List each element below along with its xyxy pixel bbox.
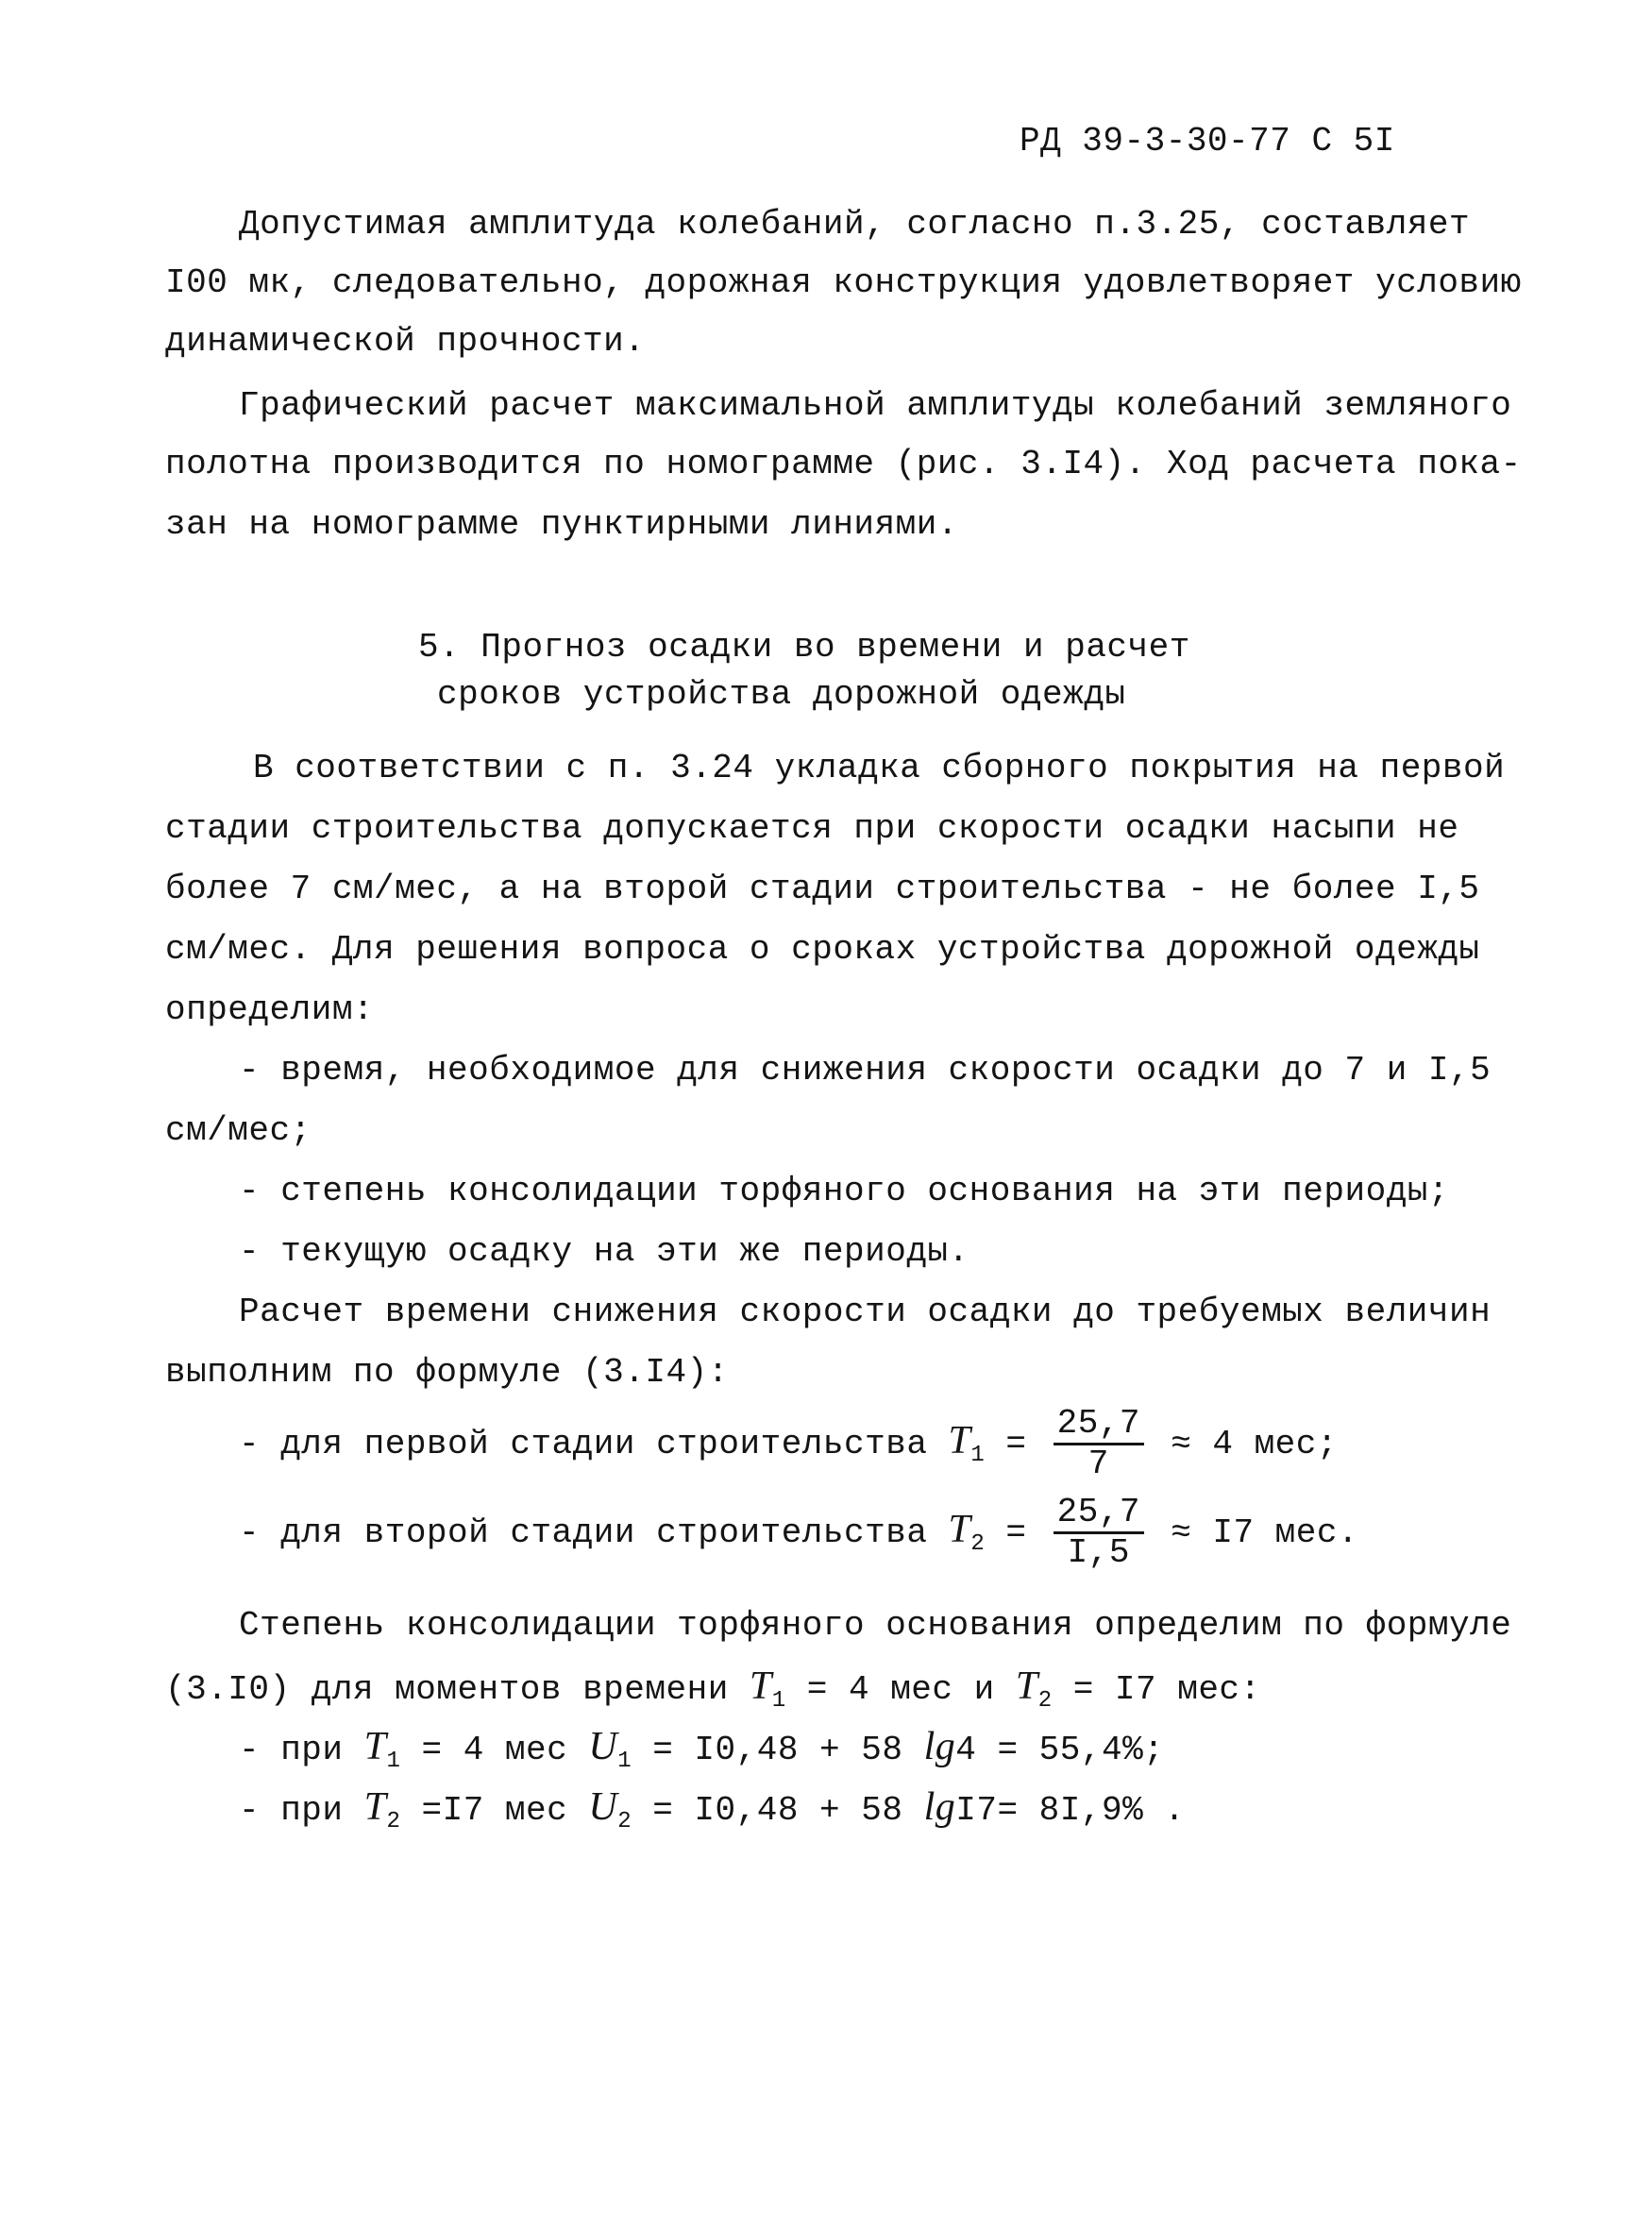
- formula-2-numerator: 25,7: [1054, 1494, 1144, 1534]
- formula-3-result: 4 = 55,4%;: [955, 1731, 1165, 1769]
- formula-4: [239, 1786, 1185, 1843]
- formula-3-u-subscript: 1: [617, 1749, 632, 1774]
- formula-2-denominator: I,5: [1067, 1533, 1130, 1572]
- formula-1: [239, 1405, 1338, 1483]
- formula-4-t-subscript: 2: [386, 1809, 401, 1834]
- formula-2-approx: ≈: [1171, 1513, 1192, 1553]
- formula-1-prefix: - для первой стадии строительства: [239, 1425, 928, 1464]
- paragraph-3-line-1: В соответствии с п. 3.24 укладка сборного покрытия на первой: [253, 749, 1506, 787]
- paragraph-3-line-4: см/мес. Для решения вопроса о сроках устройства дорожной одежды: [165, 930, 1480, 969]
- formula-3-lg: lg: [923, 1725, 956, 1768]
- formula-2-prefix: - для второй стадии строительства: [239, 1513, 928, 1553]
- paragraph-3-line-5: определим:: [165, 990, 375, 1029]
- paragraph-5-t1-value: = 4 мес и: [806, 1670, 995, 1709]
- formula-1-result: 4 мес;: [1212, 1425, 1338, 1464]
- formula-2-equals: =: [1005, 1513, 1027, 1553]
- formula-1-equals: =: [1005, 1425, 1027, 1464]
- paragraph-5-t2-variable: T: [1015, 1665, 1038, 1708]
- list-item-1-line-2: см/мес;: [165, 1111, 312, 1150]
- formula-4-t-value: =I7 мес: [421, 1791, 568, 1830]
- paragraph-1-line-3: динамической прочности.: [165, 322, 646, 361]
- paragraph-5-t2-subscript: 2: [1037, 1688, 1053, 1714]
- paragraph-4-line-1: Расчет времени снижения скорости осадки до требуемых величин: [239, 1293, 1492, 1331]
- list-item-2: - степень консолидации торфяного основания на эти периоды;: [239, 1172, 1450, 1210]
- paragraph-5-prefix: (3.I0) для моментов времени: [165, 1670, 729, 1709]
- section-title-line-2: сроков устройства дорожной одежды: [437, 675, 1126, 714]
- formula-2-fraction: [1054, 1494, 1144, 1572]
- list-item-1-line-1: - время, необходимое для снижения скорости осадки до 7 и I,5: [239, 1051, 1492, 1090]
- formula-4-u-subscript: 2: [617, 1809, 632, 1834]
- paragraph-1-line-1: Допустимая амплитуда колебаний, согласно п.3.25, составляет: [239, 205, 1471, 244]
- formula-4-u-variable: U: [588, 1785, 618, 1829]
- paragraph-1-line-2: I00 мк, следовательно, дорожная конструкция удовлетворяет условию: [165, 263, 1522, 302]
- list-item-3: - текущую осадку на эти же периоды.: [239, 1232, 969, 1271]
- formula-4-prefix: - при: [239, 1791, 344, 1830]
- formula-2-subscript: 2: [970, 1531, 986, 1558]
- formula-3-t-subscript: 1: [386, 1749, 401, 1774]
- formula-3-t-value: = 4 мес: [421, 1731, 568, 1769]
- formula-1-subscript: 1: [970, 1443, 986, 1469]
- formula-3-prefix: - при: [239, 1731, 344, 1769]
- paragraph-2-line-1: Графический расчет максимальной амплитуды колебаний земляного: [239, 386, 1512, 425]
- formula-3-expression: = I0,48 + 58: [652, 1731, 903, 1769]
- paragraph-3-line-2: стадии строительства допускается при скорости осадки насыпи не: [165, 809, 1459, 848]
- formula-4-t-variable: T: [363, 1785, 387, 1829]
- paragraph-2-line-3: зан на номограмме пунктирными линиями.: [165, 505, 958, 544]
- formula-3-t-variable: T: [363, 1725, 387, 1768]
- formula-2: [239, 1494, 1358, 1572]
- paragraph-5-line-2: [165, 1665, 1261, 1722]
- paragraph-5-t2-value: = I7 мес:: [1072, 1670, 1261, 1709]
- formula-1-numerator: 25,7: [1054, 1405, 1144, 1445]
- formula-4-expression: = I0,48 + 58: [652, 1791, 903, 1830]
- formula-4-lg: lg: [923, 1785, 956, 1829]
- section-title-line-1: 5. Прогноз осадки во времени и расчет: [418, 628, 1190, 667]
- formula-3-u-variable: U: [588, 1725, 618, 1768]
- formula-2-variable: T: [948, 1508, 971, 1552]
- document-code: РД 39-3-30-77 С 5I: [1020, 122, 1395, 161]
- formula-1-denominator: 7: [1087, 1445, 1109, 1483]
- paragraph-2-line-2: полотна производится по номограмме (рис. 3.I4). Ход расчета пока-: [165, 445, 1522, 483]
- formula-1-approx: ≈: [1171, 1425, 1192, 1464]
- paragraph-5-t1-variable: T: [749, 1665, 772, 1708]
- formula-1-fraction: [1054, 1405, 1144, 1483]
- paragraph-5-t1-subscript: 1: [771, 1688, 786, 1714]
- formula-1-variable: T: [948, 1419, 971, 1463]
- paragraph-5-line-1: Степень консолидации торфяного основания определим по формуле: [239, 1606, 1512, 1645]
- paragraph-4-line-2: выполним по формуле (3.I4):: [165, 1353, 729, 1392]
- formula-2-result: I7 мес.: [1212, 1513, 1359, 1553]
- formula-4-result: I7= 8I,9% .: [955, 1791, 1186, 1830]
- formula-3: [239, 1726, 1164, 1783]
- paragraph-3-line-3: более 7 см/мес, а на второй стадии строительства - не более I,5: [165, 870, 1480, 908]
